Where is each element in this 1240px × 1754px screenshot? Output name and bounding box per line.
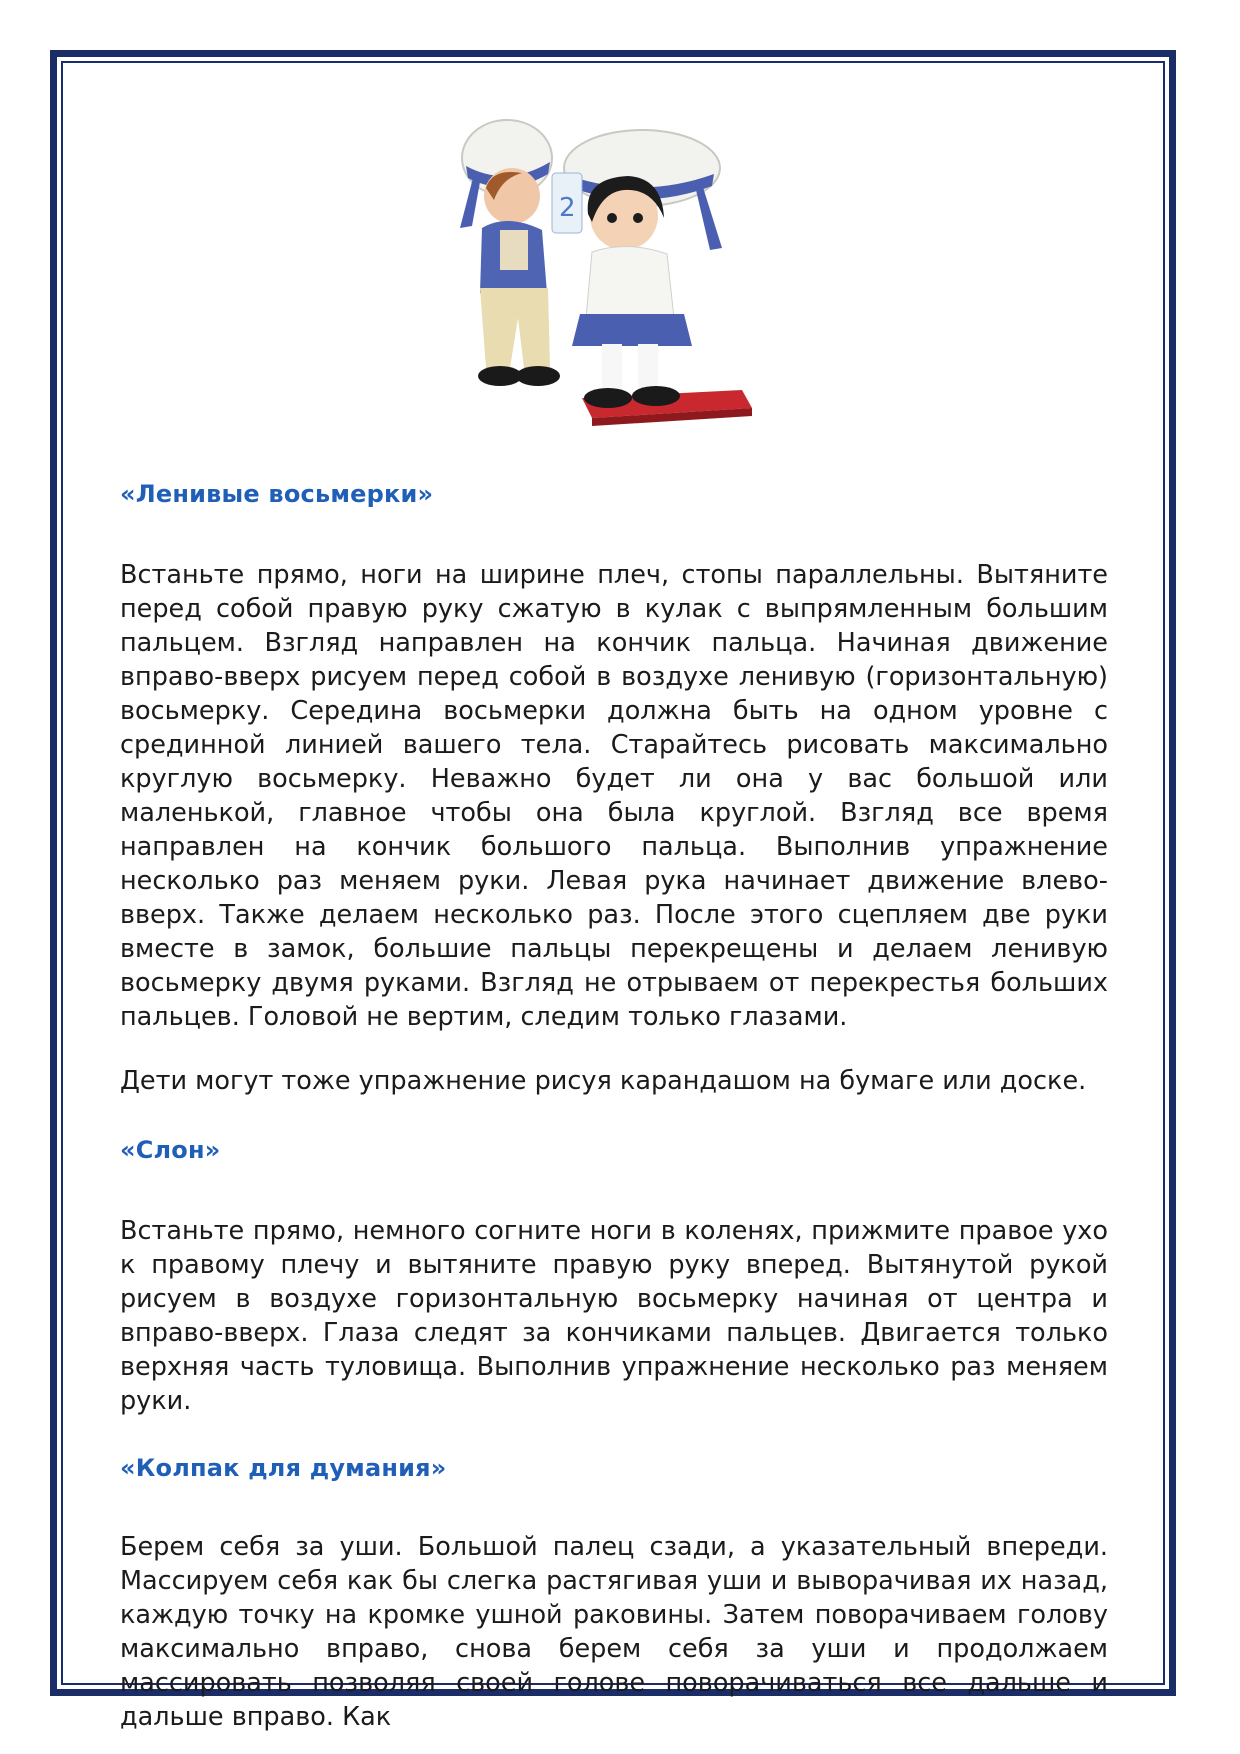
section-paragraph: Встаньте прямо, немного согните ноги в коленях, прижмите правое ухо к правому плечу и вытяните правую руку вперед. Вытянутой рукой рисуем в воздухе горизонтальную восьмерку начиная от центра и вправо-вверх. Глаза следят за кончиками пальцев. Двигается только верхняя часть туловища. Выполнив упражнение несколько раз меняем руки. [120, 1216, 1108, 1416]
svg-text:2: 2 [559, 193, 576, 223]
section-title: «Ленивые восьмерки» [120, 480, 434, 508]
section-title: «Колпак для думания» [120, 1454, 447, 1482]
section-paragraph: Дети могут тоже упражнение рисуя карандашом на бумаге или доске. [120, 1066, 1087, 1096]
section-paragraph: Встаньте прямо, ноги на ширине плеч, стопы параллельны. Вытяните перед собой правую руку сжатую в кулак с выпрямленным большим пальцем. Взгляд направлен на кончик пальца. Начиная движение вправо-вверх рисуем перед собой в воздухе ленивую (горизонтальную) восьмерку. Середина восьмерки должна быть на одном уровне с срединной линией вашего тела. Старайтесь рисовать максимально круглую восьмерку. Неважно будет ли она у вас большой или маленькой, главное чтобы она была круглой. Взгляд все время направлен на кончик большого пальца. Выполнив упражнение несколько раз меняем руки. Левая рука начинает движение влево-вверх. Также делаем несколько раз. После этого сцепляем две руки вместе в замок, большие пальцы перекрещены и делаем ленивую восьмерку двумя руками. Взгляд не отрываем от перекрестья больших пальцев. Головой не вертим, следим только глазами. [120, 560, 1108, 1032]
document-content [120, 470, 1108, 1734]
section-title: «Слон» [120, 1136, 221, 1164]
section-paragraph: Берем себя за уши. Большой палец сзади, а указательный впереди. Массируем себя как бы слегка растягивая уши и выворачивая их назад, каждую точку на кромке ушной раковины. Затем поворачиваем голову максимально вправо, снова берем себя за уши и продолжаем массировать позволяя своей голове поворачиваться все дальше и дальше вправо. Как [120, 1532, 1108, 1732]
children-illustration-icon [452, 118, 762, 448]
